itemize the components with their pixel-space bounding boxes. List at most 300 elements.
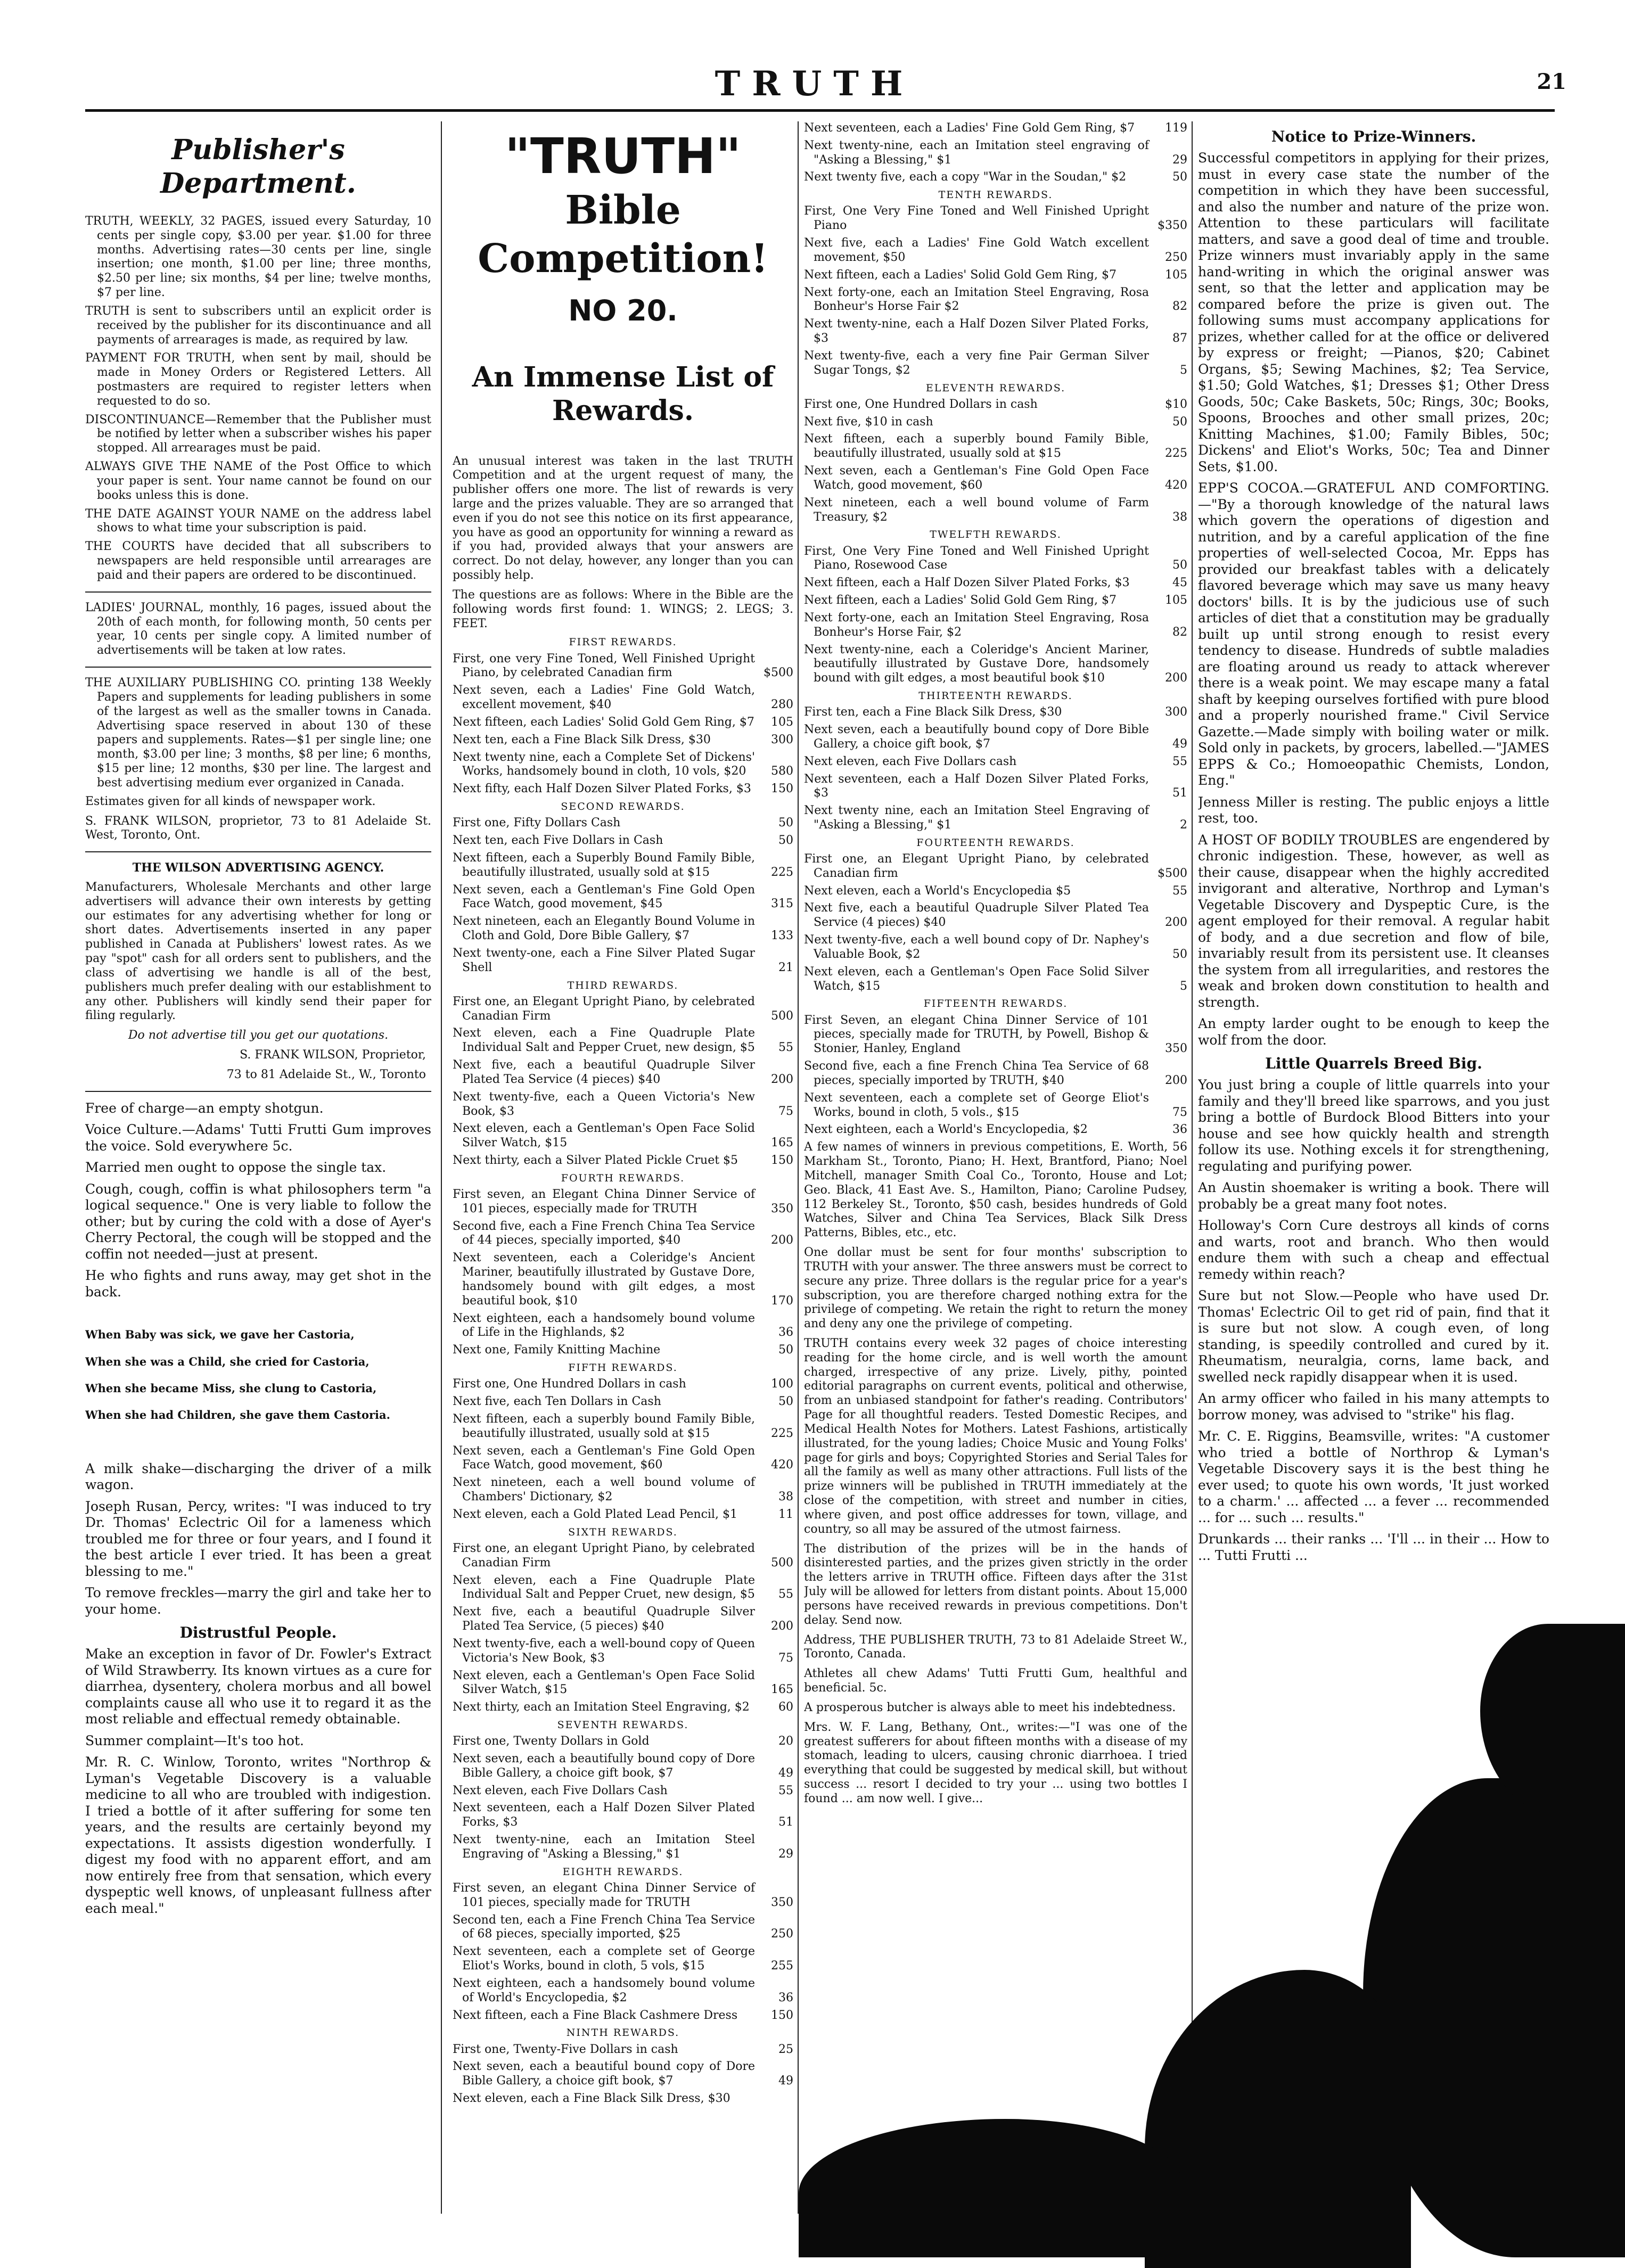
reward-section-heading: SECOND REWARDS. xyxy=(561,801,685,813)
reward-value: 55 xyxy=(778,1588,793,1601)
reward-row xyxy=(453,834,793,848)
reward-value: 50 xyxy=(1172,558,1187,572)
reward-value: 20 xyxy=(778,1735,793,1748)
reward-row xyxy=(804,594,1187,608)
reward-row xyxy=(453,1312,793,1341)
paragraph: He who fights and runs away, may get shot in the back. xyxy=(85,1268,431,1300)
column-divider xyxy=(1192,121,1193,2214)
competition-questions: The questions are as follows: Where in the Bible are the following words first found: 1. WINGS; 2. LEGS; 3. FEET. xyxy=(453,588,793,630)
reward-description: Next eleven, each Five Dollars cash xyxy=(804,754,1017,768)
wilson-signature-1: S. FRANK WILSON, Proprietor, xyxy=(240,1048,426,1062)
reward-row xyxy=(804,755,1187,769)
reward-value: 300 xyxy=(771,733,793,746)
publisher-notice: ALWAYS GIVE THE NAME of the Post Office to which your paper is sent. Your name cannot be found on our books unless this is done. xyxy=(85,460,431,502)
reward-value: 51 xyxy=(778,1815,793,1829)
reward-row xyxy=(453,1945,793,1974)
reward-description: Next twenty five, each a copy "War in the Soudan," $2 xyxy=(804,170,1127,184)
reward-value: 350 xyxy=(1165,1042,1187,1056)
reward-value: 50 xyxy=(1172,415,1187,429)
reward-value: 500 xyxy=(771,1556,793,1569)
little-quarrels-heading: Little Quarrels Breed Big. xyxy=(1265,1055,1482,1073)
column-divider xyxy=(798,121,799,2214)
reward-value: 150 xyxy=(771,782,793,796)
reward-sections-continued xyxy=(804,121,1187,1137)
wilson-agency-note: Do not advertise till you get our quotations. xyxy=(128,1029,389,1042)
reward-value: 51 xyxy=(1172,786,1187,800)
reward-description: Next seven, each a Gentleman's Fine Gold Open Face Watch, good movement, $45 xyxy=(453,883,755,911)
reward-value: 36 xyxy=(778,1326,793,1340)
reward-description: Next seven, each a Ladies' Fine Gold Watch, excellent movement, $40 xyxy=(453,684,755,712)
reward-value: 55 xyxy=(778,1041,793,1055)
paragraph: One dollar must be sent for four months' subscription to TRUTH with your answer. The three answers must be correct to secure any prize. Three dollars is the regular price for a year's subscription, you are therefore charged nothing extra for the privilege of competing. We retain the right to return the money and deny any one the privilege of competing. xyxy=(804,1246,1187,1331)
reward-description: Second five, each a fine French China Tea Service of 68 pieces, specially imported by TRUTH, $40 xyxy=(804,1059,1149,1087)
paragraph: Cough, cough, coffin is what philosophers term "a logical sequence." One is very liable to follow the other; but by curing the cold with a dose of Ayer's Cherry Pectoral, the cough will be stopped and the coffin not needed—just at present. xyxy=(85,1181,431,1262)
reward-description: Next twenty nine, each an Imitation Steel Engraving of "Asking a Blessing," $1 xyxy=(804,804,1149,832)
reward-description: Next one, Family Knitting Machine xyxy=(453,1343,661,1357)
reward-value: 5 xyxy=(1180,363,1187,377)
reward-description: Next fifteen, each a superbly bound Family Bible, beautifully illustrated, usually sold at $15 xyxy=(804,432,1149,461)
reward-description: Next five, each Ten Dollars in Cash xyxy=(453,1395,661,1409)
reward-row xyxy=(453,1090,793,1119)
reward-row xyxy=(453,816,793,831)
reward-value: 200 xyxy=(771,1620,793,1633)
reward-section-heading: THIRD REWARDS. xyxy=(567,979,679,991)
reward-value: 105 xyxy=(1165,268,1187,282)
reward-description: Next eleven, each a Fine Quadruple Plate Individual Salt and Pepper Cruet, new design, $5 xyxy=(453,1573,755,1601)
reward-row xyxy=(453,1220,793,1248)
reward-value: 55 xyxy=(778,1784,793,1797)
reward-row xyxy=(453,733,793,747)
reward-value: 170 xyxy=(771,1294,793,1308)
reward-value: 250 xyxy=(771,1927,793,1941)
masthead-title: TRUTH xyxy=(715,64,915,104)
reward-description: Next eleven, each a Gentleman's Open Face Solid Silver Watch, $15 xyxy=(804,965,1149,993)
reward-row xyxy=(453,1188,793,1217)
reward-description: Next nineteen, each a well bound volume of Farm Treasury, $2 xyxy=(804,496,1149,524)
reward-value: 150 xyxy=(771,1153,793,1167)
reward-row xyxy=(804,236,1187,265)
reward-value: 45 xyxy=(1172,576,1187,590)
reward-value: 420 xyxy=(771,1458,793,1472)
column-publishers-department xyxy=(85,121,431,2219)
reward-value: 580 xyxy=(771,765,793,778)
reward-description: Next twenty-five, each a very fine Pair German Silver Sugar Tongs, $2 xyxy=(804,349,1149,377)
reward-value: 200 xyxy=(1165,916,1187,930)
reward-row xyxy=(804,139,1187,168)
reward-value: 49 xyxy=(778,1766,793,1780)
reward-row xyxy=(453,1752,793,1781)
reward-row xyxy=(804,1059,1187,1088)
reward-description: Next thirty, each a Silver Plated Pickle Cruet $5 xyxy=(453,1153,738,1167)
paragraph: To remove freckles—marry the girl and take her to your home. xyxy=(85,1585,431,1617)
reward-row xyxy=(804,611,1187,640)
reward-value: 50 xyxy=(778,1343,793,1357)
reward-value: 300 xyxy=(1165,705,1187,719)
reward-value: 200 xyxy=(1165,671,1187,685)
reward-row xyxy=(804,121,1187,136)
reward-row xyxy=(453,1637,793,1666)
reward-description: Next eighteen, each a handsomely bound volume of World's Encyclopedia, $2 xyxy=(453,1976,755,2004)
paragraph: Sure but not Slow.—People who have used Dr. Thomas' Eclectric Oil to get rid of pain, find that it is sure but not slow. A cough even, of long standing, is speedily controlled and cured by it. Rheumatism, neuralgia, corns, lame back, and swelled neck rapidly disappear when it is used. xyxy=(1198,1288,1549,1385)
reward-row xyxy=(804,317,1187,346)
reward-description: Next eighteen, each a World's Encyclopedia, $2 xyxy=(804,1123,1088,1137)
publisher-notice: TRUTH is sent to subscribers until an explicit order is received by the publisher for its discontinuance and all payments of arrearages is made, as required by law. xyxy=(85,304,431,347)
reward-description: First seven, an Elegant China Dinner Service of 101 pieces, especially made for TRUTH xyxy=(453,1187,755,1215)
reward-description: Next eleven, each Five Dollars Cash xyxy=(453,1784,668,1797)
reward-value: 36 xyxy=(778,1991,793,2004)
divider xyxy=(85,851,431,852)
reward-description: Next twenty-five, each a well bound copy of Dr. Naphey's Valuable Book, $2 xyxy=(804,933,1149,961)
reward-row xyxy=(804,398,1187,412)
reward-description: First one, an elegant Upright Piano, by celebrated Canadian Firm xyxy=(453,1541,755,1569)
reward-section-heading: EIGHTH REWARDS. xyxy=(562,1866,684,1878)
reward-description: Next seventeen, each a Half Dozen Silver Plated Forks, $3 xyxy=(453,1801,755,1829)
reward-description: First one, Twenty-Five Dollars in cash xyxy=(453,2042,678,2056)
reward-value: 55 xyxy=(1172,754,1187,768)
reward-description: Next five, each a beautiful Quadruple Silver Plated Tea Service (4 pieces) $40 xyxy=(453,1058,755,1086)
reward-row xyxy=(804,1014,1187,1056)
reward-row xyxy=(804,705,1187,720)
auxiliary-signature: S. FRANK WILSON, proprietor, 73 to 81 Adelaide St. West, Toronto, Ont. xyxy=(85,814,431,842)
reward-value: 165 xyxy=(771,1683,793,1697)
reward-value: 50 xyxy=(778,816,793,830)
reward-description: Next eleven, each a World's Encyclopedia $5 xyxy=(804,884,1071,898)
publisher-notice: THE COURTS have decided that all subscribers to newspapers are held responsible until arrearages are paid and their papers are ordered to be discontinued. xyxy=(85,540,431,582)
reward-description: Next seventeen, each a Ladies' Fine Gold Gem Ring, $7 xyxy=(804,121,1135,135)
reward-description: First seven, an elegant China Dinner Service of 101 pieces, specially made for TRUTH xyxy=(453,1881,755,1909)
reward-description: Next fifteen, each a superbly bound Family Bible, beautifully illustrated, usually sold at $15 xyxy=(453,1412,755,1440)
masthead-rule xyxy=(85,109,1555,112)
column4-paragraphs-2 xyxy=(1198,1077,1549,1564)
reward-value: 280 xyxy=(771,698,793,712)
reward-description: Next seven, each a beautiful bound copy of Dore Bible Gallery, a choice gift book, $7 xyxy=(453,2060,755,2088)
paragraph: Voice Culture.—Adams' Tutti Frutti Gum improves the voice. Sold everywhere 5c. xyxy=(85,1122,431,1154)
reward-description: Next twenty-nine, each a Half Dozen Silver Plated Forks, $3 xyxy=(804,317,1149,346)
reward-value: 49 xyxy=(778,2074,793,2088)
reward-description: Next twenty-nine, each an Imitation steel engraving of "Asking a Blessing," $1 xyxy=(804,138,1149,167)
reward-value: 50 xyxy=(1172,170,1187,184)
reward-description: Next five, $10 in cash xyxy=(804,415,933,429)
reward-description: First ten, each a Fine Black Silk Dress, $30 xyxy=(804,705,1062,719)
reward-section-heading: NINTH REWARDS. xyxy=(566,2027,680,2039)
reward-row xyxy=(453,1977,793,2006)
reward-row xyxy=(453,2092,793,2106)
reward-row xyxy=(453,1700,793,1715)
publisher-notice: PAYMENT FOR TRUTH, when sent by mail, should be made in Money Orders or Registered Letters. All postmasters are required to register letters when requested to do so. xyxy=(85,351,431,408)
reward-row xyxy=(453,1476,793,1505)
reward-value: 315 xyxy=(771,897,793,911)
reward-value: 50 xyxy=(1172,947,1187,961)
reward-value: 49 xyxy=(1172,737,1187,751)
ladies-journal-notice: LADIES' JOURNAL, monthly, 16 pages, issued about the 20th of each month, for following month, 50 cents per year, 10 cents per single copy. A limited number of advertisements will be taken at low rates. xyxy=(85,601,431,658)
paragraph: A HOST OF BODILY TROUBLES are engendered by chronic indigestion. These, however, as well as their cause, disappear when the highly accredited invigorant and alterative, Northrop and Lyman's Vegetable Discovery and Dyspeptic Cure, is the agent employed for their removal. A regular habit of body, and a due secretion and flow of bile, invariably result from its persistent use. It cleanses the system from all irregularities, and restores the weak and broken down constitution to health and strength. xyxy=(1198,832,1549,1010)
reward-section-heading: THIRTEENTH REWARDS. xyxy=(918,690,1073,702)
reward-value: 75 xyxy=(778,1651,793,1665)
reward-section-heading: FOURTEENTH REWARDS. xyxy=(916,836,1075,849)
reward-description: Next seventeen, each a complete set of George Eliot's Works, bound in cloth, 5 vols, $15 xyxy=(453,1945,755,1973)
paragraph: An army officer who failed in his many attempts to borrow money, was advised to "strike" his flag. xyxy=(1198,1391,1549,1423)
paragraph: An empty larder ought to be enough to keep the wolf from the door. xyxy=(1198,1016,1549,1048)
paragraph: Married men ought to oppose the single tax. xyxy=(85,1160,387,1176)
paragraph: The distribution of the prizes will be in the hands of disinterested parties, and the prizes given strictly in the order the letters arrive in TRUTH office. Fifteen days after the 31st July will be allowed for letters from distant points. About 15,000 persons have received rewards in previous competitions. Don't delay. Send now. xyxy=(804,1542,1187,1627)
column1-paragraphs-2 xyxy=(85,1461,431,1618)
reward-value: $500 xyxy=(764,666,793,680)
reward-description: Next fifteen, each Ladies' Solid Gold Gem Ring, $7 xyxy=(453,715,754,729)
reward-description: First one, an Elegant Upright Piano, by celebrated Canadian firm xyxy=(804,852,1149,880)
column1-paragraphs xyxy=(85,1100,431,1301)
reward-description: Next eighteen, each a handsomely bound volume of Life in the Highlands, $2 xyxy=(453,1311,755,1340)
reward-description: Next fifteen, each a Superbly Bound Family Bible, beautifully illustrated, usually sold at $15 xyxy=(453,851,755,879)
reward-description: Second ten, each a Fine French China Tea Service of 68 pieces, specially imported, $25 xyxy=(453,1913,755,1941)
reward-description: Next five, each a beautiful Quadruple Silver Plated Tea Service (4 pieces) $40 xyxy=(804,901,1149,930)
reward-description: Next ten, each a Fine Black Silk Dress, $30 xyxy=(453,733,711,746)
column1-paragraphs-3 xyxy=(85,1646,431,1917)
reward-description: Next seven, each a beautifully bound copy of Dore Bible Gallery, a choice gift book, $7 xyxy=(804,723,1149,751)
wilson-agency-text: Manufacturers, Wholesale Merchants and other large advertisers will advance their own interests by getting our estimates for any advertising whether for long or short dates. Advertisements inserted in any paper published in Canada at Publishers' lowest rates. As we pay "spot" cash for all orders sent to publishers, and the class of advertising we handle is all of the best, publishers much prefer dealing with our establishment to any other. Publishers will kindly send their paper for filing regularly. xyxy=(85,881,431,1023)
column-rewards-continued xyxy=(804,121,1187,2219)
reward-value: 11 xyxy=(778,1507,793,1521)
reward-value: 133 xyxy=(771,929,793,943)
reward-row xyxy=(453,915,793,943)
reward-section-heading: FOURTH REWARDS. xyxy=(561,1172,685,1184)
publisher-notice: THE DATE AGAINST YOUR NAME on the address label shows to what time your subscription is paid. xyxy=(85,507,431,535)
column-bible-competition xyxy=(453,121,793,2219)
reward-value: 36 xyxy=(1172,1123,1187,1137)
reward-row xyxy=(453,1251,793,1308)
auxiliary-notice: THE AUXILIARY PUBLISHING CO. printing 138 Weekly Papers and supplements for leading publishers in some of the largest as well as the smaller towns in Canada. Advertising space reserved in about 130 of these papers and supplements. Rates—$1 per single line; one month, $3.00 per line; 3 months, $8 per line; 6 months, $15 per line; 12 months, $30 per line. The largest and best advertising medium ever organized in Canada. xyxy=(85,676,431,790)
paragraph: Make an exception in favor of Dr. Fowler's Extract of Wild Strawberry. Its known virtues as a cure for diarrhea, dysentery, cholera morbus and all bowel complaints cause all who use it to regard it as the most reliable and effectual remedy obtainable. xyxy=(85,1646,431,1727)
reward-value: 25 xyxy=(778,2042,793,2056)
reward-description: First one, One Hundred Dollars in cash xyxy=(804,397,1038,411)
reward-description: First one, an Elegant Upright Piano, by celebrated Canadian Firm xyxy=(453,995,755,1023)
publishers-department-heading: Publisher's Department. xyxy=(160,134,356,200)
reward-description: Next nineteen, each a well bound volume of Chambers' Dictionary, $2 xyxy=(453,1476,755,1504)
reward-row xyxy=(804,349,1187,378)
reward-row xyxy=(453,1801,793,1830)
reward-description: First, One Very Fine Toned and Well Finished Upright Piano, Rosewood Case xyxy=(804,544,1149,572)
reward-value: 38 xyxy=(778,1490,793,1504)
reward-description: First Seven, an elegant China Dinner Service of 101 pieces, specially made for TRUTH, by Powell, Bishop & Stonier, Hanley, England xyxy=(804,1013,1149,1056)
paragraph: Mr. C. E. Riggins, Beamsville, writes: "A customer who tried a bottle of Northrop & Lyman's Vegetable Discovery says it is the best thing he ever used; to quote his own words, 'It just worked to a charm.' ... affected ... a fever ... recommended ... for ... such ... results." xyxy=(1198,1428,1549,1525)
reward-row xyxy=(453,1605,793,1634)
reward-description: Next ten, each Five Dollars in Cash xyxy=(453,834,663,848)
reward-row xyxy=(453,1058,793,1087)
paragraph: Address, THE PUBLISHER TRUTH, 73 to 81 Adelaide Street W., Toronto, Canada. xyxy=(804,1633,1187,1661)
reward-row xyxy=(804,415,1187,430)
verse-line: When Baby was sick, we gave her Castoria, xyxy=(85,1328,355,1342)
reward-row xyxy=(453,1735,793,1749)
reward-value: 38 xyxy=(1172,510,1187,524)
publisher-notices xyxy=(85,215,431,583)
reward-value: 250 xyxy=(1165,250,1187,264)
reward-description: Next twenty nine, each a Complete Set of Dickens' Works, handsomely bound in cloth, 10 vols, $20 xyxy=(453,750,755,778)
reward-value: 225 xyxy=(1165,447,1187,461)
reward-row xyxy=(453,782,793,796)
reward-row xyxy=(453,1913,793,1942)
reward-row xyxy=(453,716,793,730)
reward-description: First one, Twenty Dollars in Gold xyxy=(453,1735,650,1748)
reward-description: Next nineteen, each an Elegantly Bound Volume in Cloth and Gold, Dore Bible Gallery, $7 xyxy=(453,915,755,943)
reward-row xyxy=(804,204,1187,233)
reward-row xyxy=(453,684,793,712)
reward-section-heading: ELEVENTH REWARDS. xyxy=(925,382,1066,394)
reward-description: Next twenty-one, each a Fine Silver Plated Sugar Shell xyxy=(453,946,755,974)
wilson-agency-heading: THE WILSON ADVERTISING AGENCY. xyxy=(132,861,384,875)
reward-value: 82 xyxy=(1172,625,1187,639)
reward-description: Next five, each a beautiful Quadruple Silver Plated Tea Service, (5 pieces) $40 xyxy=(453,1605,755,1633)
reward-value: 350 xyxy=(771,1202,793,1215)
reward-value: $10 xyxy=(1165,397,1187,411)
reward-value: 225 xyxy=(771,865,793,879)
reward-row xyxy=(804,804,1187,833)
reward-description: Next fifteen, each a Fine Black Cashmere Dress xyxy=(453,2008,738,2022)
reward-description: Next seventeen, each a complete set of George Eliot's Works, bound in cloth, 5 vols., $15 xyxy=(804,1091,1149,1119)
reward-value: $500 xyxy=(1158,866,1187,880)
divider xyxy=(85,591,431,593)
column4-paragraphs xyxy=(1198,794,1549,1049)
reward-description: Next forty-one, each an Imitation Steel Engraving, Rosa Bonheur's Horse Fair, $2 xyxy=(804,611,1149,639)
reward-row xyxy=(804,901,1187,930)
reward-description: Next eleven, each a Fine Black Silk Dress, $30 xyxy=(453,2092,731,2106)
reward-row xyxy=(804,464,1187,493)
reward-description: Next twenty-five, each a well-bound copy of Queen Victoria's New Book, $3 xyxy=(453,1637,755,1665)
reward-row xyxy=(453,1122,793,1151)
reward-row xyxy=(804,723,1187,752)
reward-description: First, One Very Fine Toned and Well Finished Upright Piano xyxy=(804,204,1149,233)
reward-value: 105 xyxy=(771,715,793,729)
reward-description: Next fifty, each Half Dozen Silver Plated Forks, $3 xyxy=(453,782,751,796)
reward-value: 5 xyxy=(1180,979,1187,993)
paragraph: You just bring a couple of little quarrels into your family and they'll breed like sparrows, and you just bring a bottle of Burdock Blood Bitters into your house and see how quickly health and strength follow its use. Nothing excels it for strengthening, regulating and purifying power. xyxy=(1198,1077,1549,1174)
reward-row xyxy=(453,1377,793,1392)
reward-section-heading: TENTH REWARDS. xyxy=(938,189,1053,201)
reward-description: Next eleven, each a Gold Plated Lead Pencil, $1 xyxy=(453,1507,737,1521)
paragraph: Holloway's Corn Cure destroys all kinds of corns and warts, root and branch. Who then would endure them with such a cheap and effectual remedy within reach? xyxy=(1198,1218,1549,1282)
reward-row xyxy=(453,1574,793,1603)
reward-description: Next thirty, each an Imitation Steel Engraving, $2 xyxy=(453,1700,750,1714)
reward-row xyxy=(804,170,1187,185)
reward-value: 165 xyxy=(771,1136,793,1150)
reward-row xyxy=(804,965,1187,994)
reward-value: 105 xyxy=(1165,594,1187,607)
reward-value: $350 xyxy=(1158,219,1187,233)
reward-row xyxy=(453,652,793,681)
reward-description: Next eleven, each a Fine Quadruple Plate Individual Salt and Pepper Cruet, new design, $5 xyxy=(453,1026,755,1055)
reward-row xyxy=(453,1508,793,1522)
reward-description: Next five, each a Ladies' Fine Gold Watch excellent movement, $50 xyxy=(804,236,1149,264)
verse-line: When she had Children, she gave them Castoria. xyxy=(85,1408,390,1422)
reward-value: 87 xyxy=(1172,332,1187,346)
reward-description: Next twenty-five, each a Queen Victoria's New Book, $3 xyxy=(453,1090,755,1118)
reward-row xyxy=(453,1412,793,1441)
reward-value: 55 xyxy=(1172,884,1187,898)
column3-paragraphs xyxy=(804,1140,1187,1806)
epps-cocoa-ad: EPP'S COCOA.—GRATEFUL AND COMFORTING.—"By a thorough knowledge of the natural laws which govern the operations of digestion and nutrition, and by a careful application of the fine properties of well-selected Cocoa, Mr. Epps has provided our breakfast tables with a delicately flavored beverage which may save us many heavy doctors' bills. It is by the judicious use of such articles of diet that a constitution may be gradually built up until strong enough to resist every tendency to disease. Hundreds of subtle maladies are floating around us ready to attack wherever there is a weak point. We may escape many a fatal shaft by keeping ourselves fortified with pure blood and a properly nourished frame." Civil Service Gazette.—Made simply with boiling water or milk. Sold only in packets, by grocers, labelled.—"JAMES EPPS & Co.; Homoeopathic Chemists, London, Eng." xyxy=(1198,480,1549,788)
reward-value: 200 xyxy=(771,1072,793,1086)
reward-description: Next seventeen, each a Half Dozen Silver Plated Forks, $3 xyxy=(804,772,1149,800)
reward-row xyxy=(453,2009,793,2023)
reward-section-heading: FIFTH REWARDS. xyxy=(568,1362,678,1374)
wilson-signature-2: 73 to 81 Adelaide St., W., Toronto xyxy=(226,1067,426,1081)
reward-row xyxy=(804,496,1187,525)
reward-row xyxy=(453,995,793,1024)
reward-row xyxy=(453,947,793,975)
reward-description: Second five, each a Fine French China Tea Service of 44 pieces, specially imported, $40 xyxy=(453,1219,755,1247)
reward-row xyxy=(453,2060,793,2089)
reward-row xyxy=(453,1881,793,1910)
reward-section-heading: SIXTH REWARDS. xyxy=(568,1526,678,1538)
reward-description: Next seventeen, each a Coleridge's Ancient Mariner, beautifully illustrated by Gustave Dore, handsomely bound with gilt edges, a most beautiful book, $10 xyxy=(453,1251,755,1308)
verse-line: When she became Miss, she clung to Castoria, xyxy=(85,1382,377,1395)
reward-row xyxy=(804,268,1187,283)
reward-value: 50 xyxy=(778,1395,793,1409)
publisher-notice: TRUTH, WEEKLY, 32 PAGES, issued every Saturday, 10 cents per single copy, $3.00 per year. $1.00 for three months. Advertising rates—30 cents per line, single insertion; one month, $1.00 per line; three months, $2.50 per line; six months, $4 per line; twelve months, $7 per line. xyxy=(85,214,431,300)
publisher-notice: DISCONTINUANCE—Remember that the Publisher must be notified by letter when a subscriber wishes his paper stopped. All arrearages must be paid. xyxy=(85,413,431,455)
reward-value: 82 xyxy=(1172,300,1187,314)
reward-value: 75 xyxy=(1172,1105,1187,1119)
paragraph: Joseph Rusan, Percy, writes: "I was induced to try Dr. Thomas' Eclectric Oil for a lameness which troubled me for three or four years, and I found it the best article I ever tried. It has been a great blessing to me." xyxy=(85,1498,431,1579)
reward-row xyxy=(804,1091,1187,1120)
page-number: 21 xyxy=(1537,69,1566,94)
reward-description: Next twenty-nine, each an Imitation Steel Engraving of "Asking a Blessing," $1 xyxy=(453,1833,755,1861)
paragraph: A prosperous butcher is always able to meet his indebtedness. xyxy=(804,1700,1176,1714)
reward-section-heading: TWELFTH REWARDS. xyxy=(930,529,1062,541)
reward-section-heading: FIFTEENTH REWARDS. xyxy=(923,998,1068,1010)
paragraph: Jenness Miller is resting. The public enjoys a little rest, too. xyxy=(1198,794,1549,826)
reward-description: Next fifteen, each a Ladies' Solid Gold Gem Ring, $7 xyxy=(804,594,1117,607)
reward-row xyxy=(453,1026,793,1055)
competition-title: Bible Competition! xyxy=(478,187,768,282)
reward-row xyxy=(804,933,1187,962)
paragraph: Free of charge—an empty shotgun. xyxy=(85,1100,324,1116)
reward-row xyxy=(453,1444,793,1473)
reward-value: 75 xyxy=(778,1104,793,1118)
competition-truth-title: "TRUTH" xyxy=(505,128,741,185)
reward-value: 21 xyxy=(778,960,793,974)
reward-section-heading: SEVENTH REWARDS. xyxy=(557,1719,689,1731)
reward-value: 500 xyxy=(771,1009,793,1023)
reward-description: Next eleven, each a Gentleman's Open Face Solid Silver Watch, $15 xyxy=(453,1122,755,1150)
reward-row xyxy=(804,852,1187,881)
competition-number: NO 20. xyxy=(568,293,678,327)
paragraph: Mrs. W. F. Lang, Bethany, Ont., writes:—"I was one of the greatest sufferers for about fifteen months with a disease of my stomach, leading to ulcers, causing chronic diarrhoea. I tried everything that could be suggested by medical skill, but without success ... resort I decided to try your ... using two bottles I found ... am now well. I give... xyxy=(804,1720,1187,1805)
reward-value: 29 xyxy=(778,1847,793,1861)
reward-row xyxy=(453,1784,793,1798)
reward-row xyxy=(453,1343,793,1358)
reward-description: Next fifteen, each a Ladies' Solid Gold Gem Ring, $7 xyxy=(804,268,1117,282)
paragraph: Summer complaint—It's too hot. xyxy=(85,1732,304,1748)
reward-row xyxy=(453,851,793,880)
reward-section-heading: FIRST REWARDS. xyxy=(569,636,677,648)
auxiliary-note: Estimates given for all kinds of newspaper work. xyxy=(85,794,376,808)
reward-row xyxy=(804,545,1187,573)
paragraph: A milk shake—discharging the driver of a milk wagon. xyxy=(85,1460,431,1493)
column-divider xyxy=(441,121,442,2214)
paragraph: An Austin shoemaker is writing a book. There will probably be a great many foot notes. xyxy=(1198,1180,1549,1212)
reward-value: 420 xyxy=(1165,478,1187,492)
reward-row xyxy=(804,432,1187,461)
reward-description: Next fifteen, each a Half Dozen Silver Plated Forks, $3 xyxy=(804,576,1130,590)
notice-prize-winners-text: Successful competitors in applying for their prizes, must in every case state the number of the competition in which they have been successful, and also the number and nature of the prize won. Attention to these particulars will facilitate matters, and save a good deal of time and trouble. Prize winners must invariably apply in the same hand-writing in which the original answer was sent, so that the letter and application may be compared before the prize is given out. The following sums must accompany applications for prizes, whether called for at the office or delivered by express or freight; —Pianos, $20; Cabinet Organs, $5; Sewing Machines, $2; Tea Service, $1.50; Gold Watches, $1; Dresses $1; Other Dress Goods, 50c; Cake Baskets, 50c; Rings, 30c; Books, Spoons, Brooches and other small prizes, 20c; Knitting Machines, $1.00; Family Bibles, 50c; Dickens' and Eliot's Works, 50c; Tea and Dinner Sets, $1.00. xyxy=(1198,150,1549,474)
reward-description: First, one very Fine Toned, Well Finished Upright Piano, by celebrated Canadian firm xyxy=(453,652,755,680)
verse-line: When she was a Child, she cried for Castoria, xyxy=(85,1354,370,1368)
paragraph: TRUTH contains every week 32 pages of choice interesting reading for the home circle, and is well worth the amount charged, irrespective of any prize. Lively, pithy, pointed editorial paragraphs on current events, political and otherwise, from an unbiased standpoint for father's reading. Contributors' Page for all thoughtful readers. Tested Domestic Recipes, and Medical Health Notes for Mothers. Latest Fashions, artistically illustrated, for the young ladies; Choice Music and Young Folks' page for girls and boys; Copyrighted Stories and Serial Tales for all the family as well as many other attractions. Full lists of the prize winners will be published in TRUTH immediately at the close of the competition, with street and number in cities, where given, and post office addresses for town, village, and country, so all may be assured of the utmost fairness. xyxy=(804,1337,1187,1536)
reward-value: 200 xyxy=(771,1234,793,1247)
reward-value: 150 xyxy=(771,2008,793,2022)
reward-value: 50 xyxy=(778,834,793,848)
reward-description: First one, One Hundred Dollars in cash xyxy=(453,1377,686,1391)
reward-row xyxy=(804,576,1187,590)
